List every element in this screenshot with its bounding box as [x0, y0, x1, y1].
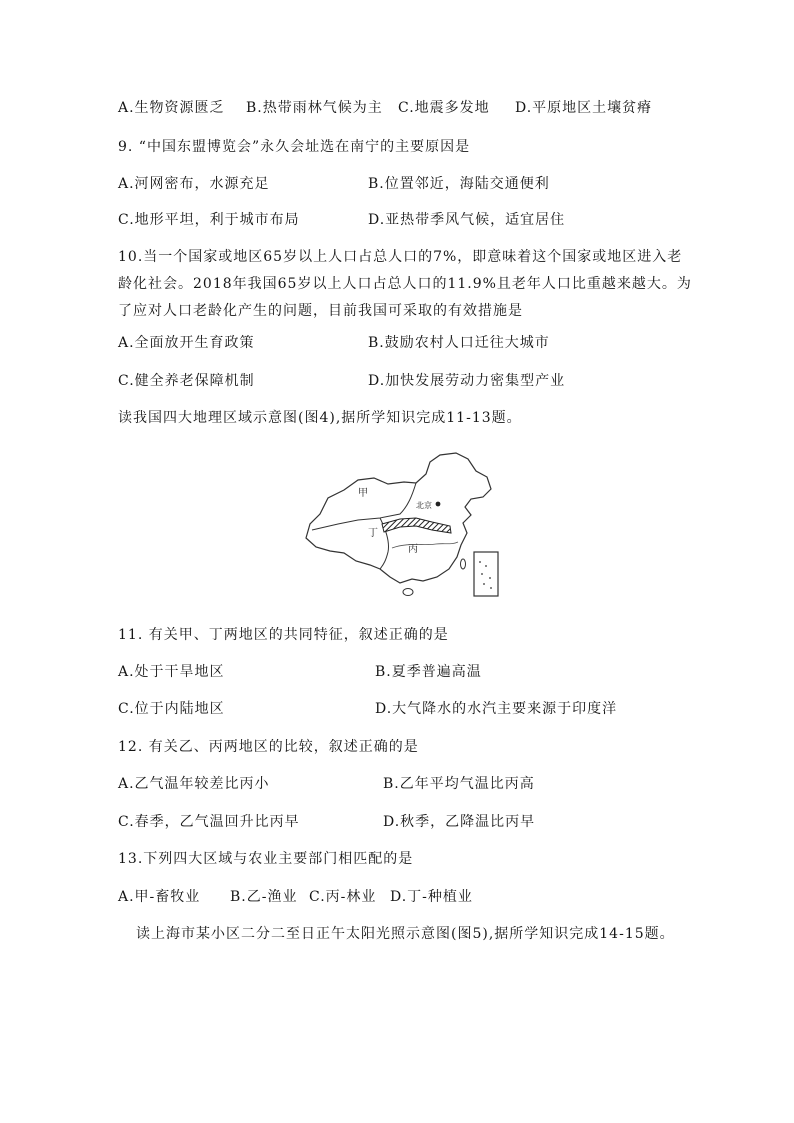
q13-option-b: B.乙-渔业: [230, 889, 298, 905]
prev-option-b: B.热带雨林气候为主: [246, 100, 383, 116]
q11-option-a: A.处于干旱地区: [118, 664, 225, 680]
china-outline: [306, 453, 491, 583]
q9-option-d: D.亚热带季风气候，适宜居住: [368, 212, 566, 228]
q11-stem: 11. 有关甲、丁两地区的共同特征，叙述正确的是: [118, 627, 449, 643]
q9-option-b: B.位置邻近，海陆交通便利: [368, 176, 550, 192]
q11-option-d: D.大气降水的水汽主要来源于印度洋: [375, 701, 618, 717]
q12-option-b: B.乙年平均气温比丙高: [383, 776, 535, 792]
q13-option-a: A.甲-畜牧业: [118, 889, 201, 905]
hainan-island: [403, 589, 413, 596]
instruction-figure-4: 读我国四大地理区域示意图(图4),据所学知识完成11-13题。: [118, 410, 522, 426]
q12-stem: 12. 有关乙、丙两地区的比较，叙述正确的是: [118, 739, 419, 755]
china-regions-map-svg: [300, 452, 508, 608]
q9-stem: 9. “中国东盟博览会”永久会址选在南宁的主要原因是: [118, 139, 471, 155]
beijing-marker: [436, 502, 441, 507]
q10-option-a: A.全面放开生育政策: [118, 335, 255, 351]
q13-option-c: C.丙-林业: [309, 889, 377, 905]
q11-option-b: B.夏季普遍高温: [375, 664, 482, 680]
q10-option-c: C.健全养老保障机制: [118, 373, 255, 389]
q12-option-c: C.春季，乙气温回升比丙早: [118, 814, 300, 830]
taiwan-island: [461, 559, 466, 569]
figure-4-map: [300, 452, 508, 608]
instruction-figure-5: 读上海市某小区二分二至日正午太阳光照示意图(图5),据所学知识完成14-15题。: [136, 926, 675, 942]
map-label-bing: 丙: [408, 544, 418, 555]
map-label-ding: 丁: [368, 528, 378, 539]
prev-option-a: A.生物资源匮乏: [118, 100, 225, 116]
q13-stem: 13.下列四大区域与农业主要部门相匹配的是: [118, 851, 414, 867]
q10-stem-line-3: 了应对人口老龄化产生的问题，目前我国可采取的有效措施是: [118, 303, 523, 319]
map-label-jia: 甲: [358, 488, 368, 499]
q10-stem-line-2: 龄化社会。2018年我国65岁以上人口占总人口的11.9%且老年人口比重越来越大。为: [118, 276, 692, 292]
q13-option-d: D.丁-种植业: [390, 889, 473, 905]
q10-stem-line-1: 10.当一个国家或地区65岁以上人口占总人口的7%，即意味着这个国家或地区进入老: [118, 249, 683, 265]
q10-option-d: D.加快发展劳动力密集型产业: [368, 373, 566, 389]
south-china-sea-inset: [474, 552, 498, 596]
q11-option-c: C.位于内陆地区: [118, 701, 225, 717]
prev-option-d: D.平原地区土壤贫瘠: [515, 100, 653, 116]
q9-option-c: C.地形平坦，利于城市布局: [118, 212, 300, 228]
q9-option-a: A.河网密布，水源充足: [118, 176, 270, 192]
q12-option-a: A.乙气温年较差比丙小: [118, 776, 270, 792]
q10-option-b: B.鼓励农村人口迁往大城市: [368, 335, 550, 351]
q12-option-d: D.秋季，乙降温比丙早: [383, 814, 536, 830]
prev-option-c: C.地震多发地: [398, 100, 490, 116]
map-label-beijing: 北京: [416, 501, 432, 510]
